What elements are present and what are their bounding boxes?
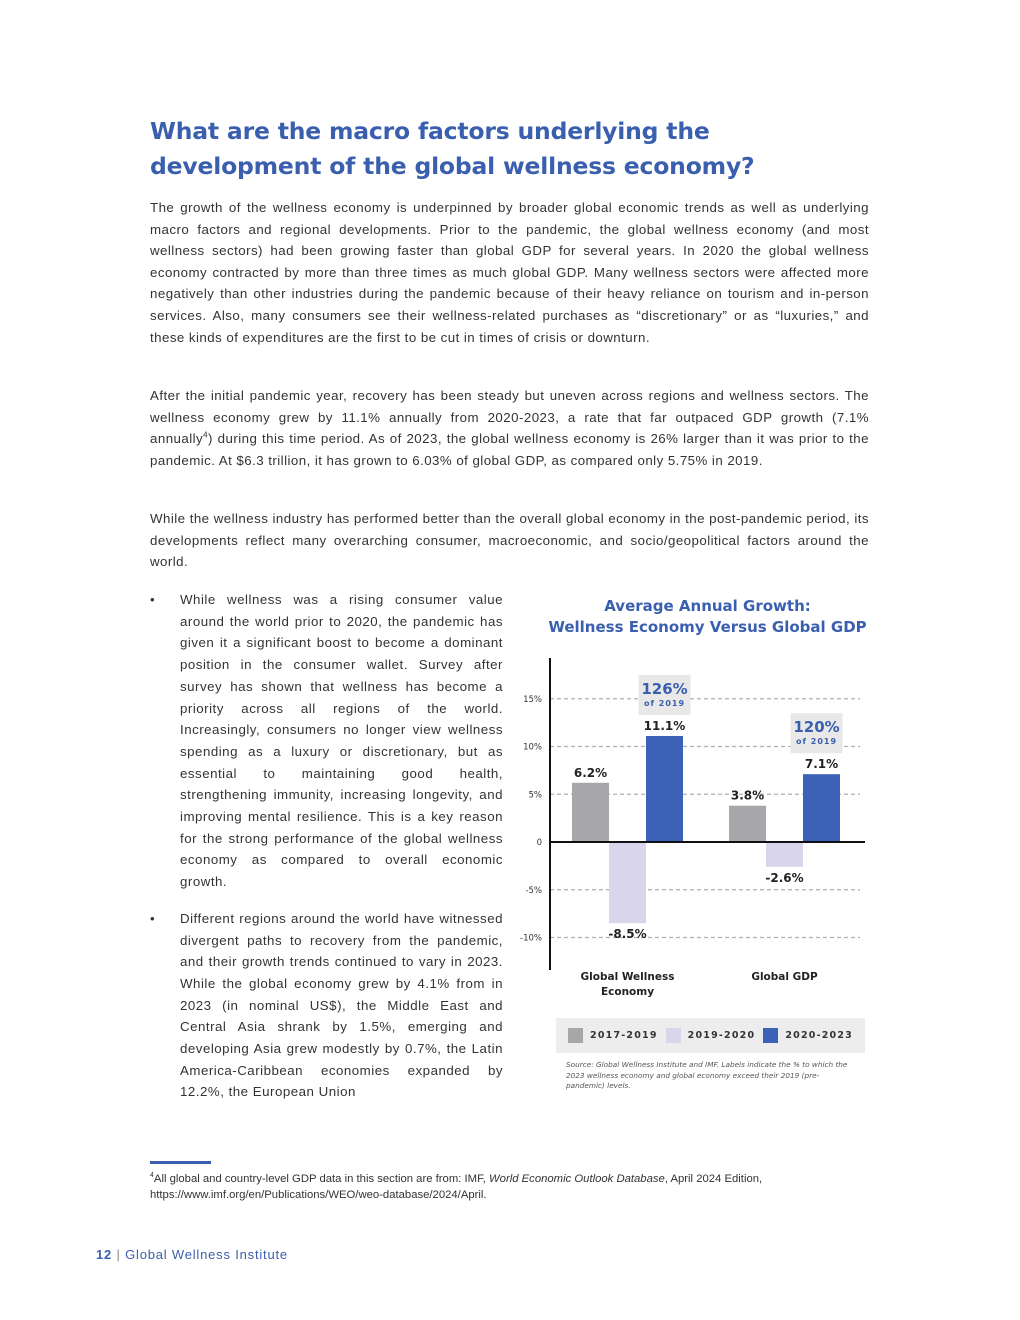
footnote-text-end: , April 2024 Edition, [664,1173,763,1185]
footer-separator: | [116,1247,121,1262]
bar-data-label: -8.5% [608,927,647,942]
bar-data-label: 11.1% [643,718,686,733]
bar-data-label: 7.1% [804,757,839,772]
bar-data-label: -2.6% [765,870,804,885]
legend-swatch [666,1028,681,1043]
legend-label: 2020-2023 [785,1030,853,1041]
bar [609,842,646,923]
bullet-item [150,908,503,1103]
legend-item [763,1028,853,1043]
callout-subtext: of 2019 [643,698,686,708]
chart-source-note: Source: Global Wellness Institute and IMF. Labels indicate the % to which the 2023 wellness economy and global economy exceed their 2019 (pre-pandemic) levels. [566,1060,848,1090]
bar-data-label: 3.8% [730,788,765,803]
y-tick-label: 0 [536,838,542,848]
y-tick-label: -5% [525,885,542,896]
y-tick-label: 5% [528,790,542,801]
y-tick-label: -10% [520,933,542,944]
callout-value: 120% [793,718,840,737]
bar [766,842,803,867]
legend-item [568,1028,658,1043]
paragraph-3: While the wellness industry has performed better than the overall global economy in the post-pandemic period, its developments reflect many overarching consumer, macroeconomic, and socio/geopolitical factors around the world. [150,511,869,570]
category-label: Global Wellness [580,971,675,983]
footnote [150,1172,890,1203]
bar-data-label: 6.2% [573,765,608,780]
chart-title-line-1: Average Annual Growth: [604,597,811,615]
growth-bar-chart [505,650,875,1002]
callout-value: 126% [641,679,688,698]
bullet-list [150,589,503,1118]
page-footer [96,1247,288,1262]
bar [572,783,609,842]
bullet-marker: • [150,910,156,926]
bullet-text: Different regions around the world have witnessed divergent paths to recovery from the pandemic, and their growth trends continued to vary in 2023. While the global economy grew by 4.1% from in 2023 (in nominal US$), the Middle East and Central Asia shrank by 1.5%, emerging and developing Asia grew modestly by 0.7%, the Latin America-Caribbean economies expanded by 12.2%, the European Union [180,910,503,1100]
legend-swatch [568,1028,583,1043]
footer-publisher: Global Wellness Institute [125,1247,288,1262]
bullet-marker: • [150,592,156,607]
bullet-item [150,589,503,893]
paragraph-2-text-a: After the initial pandemic year, recovery has been steady but uneven across regions and wellness sectors. The wellness economy grew by 11.1% annually from 2020-2023, a rate that far outpaced GDP growth (7.1% annually [150,388,869,447]
legend-item [666,1028,756,1043]
category-label: Global GDP [751,971,818,983]
chart-title-line-2: Wellness Economy Versus Global GDP [548,618,867,636]
callout-subtext: of 2019 [795,737,838,747]
y-tick-label: 15% [523,694,542,705]
footnote-marker: 4 [150,1172,154,1180]
page-number: 12 [96,1247,113,1262]
page-title: What are the macro factors underlying the development of the global wellness economy? [150,117,755,180]
y-tick-label: 10% [523,742,542,753]
chart-legend [556,1018,865,1053]
paragraph-2-text-b: ) during this time period. As of 2023, the global wellness economy is 26% larger than it was prior to the pandemic. At $6.3 trillion, it has grown to 6.03% of global GDP, as compared only 5.75% in 2019. [150,431,869,468]
legend-label: 2017-2019 [590,1030,658,1041]
bar [803,774,840,842]
bar [646,736,683,842]
footnote-link[interactable]: https://www.imf.org/en/Publications/WEO/weo-database/2024/April. [150,1188,487,1201]
paragraph-1: The growth of the wellness economy is underpinned by broader global economic trends as well as underlying macro factors and regional developments. Prior to the pandemic, the global wellness economy (and most wellness sectors) had been growing faster than global GDP for several years. In 2020 the global wellness economy contracted by more than three times as much global GDP. Many wellness sectors were affected more negatively than other industries during the pandemic because of their heavy reliance on tourism and in-person services. Also, many consumers see their wellness-related purchases as “discretionary” or as “luxuries,” and these kinds of expenditures are the first to be cut in times of crisis or downturn. [150,200,869,345]
legend-label: 2019-2020 [687,1030,756,1041]
chart-title [520,596,895,638]
bar [729,806,766,842]
footnote-divider [150,1161,211,1164]
footnote-text: All global and country-level GDP data in this section are from: IMF, [153,1173,489,1185]
paragraph-2 [150,385,869,471]
category-label: Economy [600,986,655,998]
legend-swatch [763,1028,778,1043]
footnote-source-title: World Economic Outlook Database [489,1173,665,1185]
footnote-ref: 4 [203,430,209,440]
bullet-text: While wellness was a rising consumer value around the world prior to 2020, the pandemic has given it a significant boost to become a dominant position in the consumer wallet. Survey after survey has shown that wellness has become a priority across all regions of the world. Increasingly, consumers no longer view wellness spending as a luxury or discretionary, but as essential to maintaining good health, strengthening immunity, increasing longevity, and improving mental resilience. This is a key reason for the strong performance of the global wellness economy as compared to overall economic growth. [180,592,503,890]
